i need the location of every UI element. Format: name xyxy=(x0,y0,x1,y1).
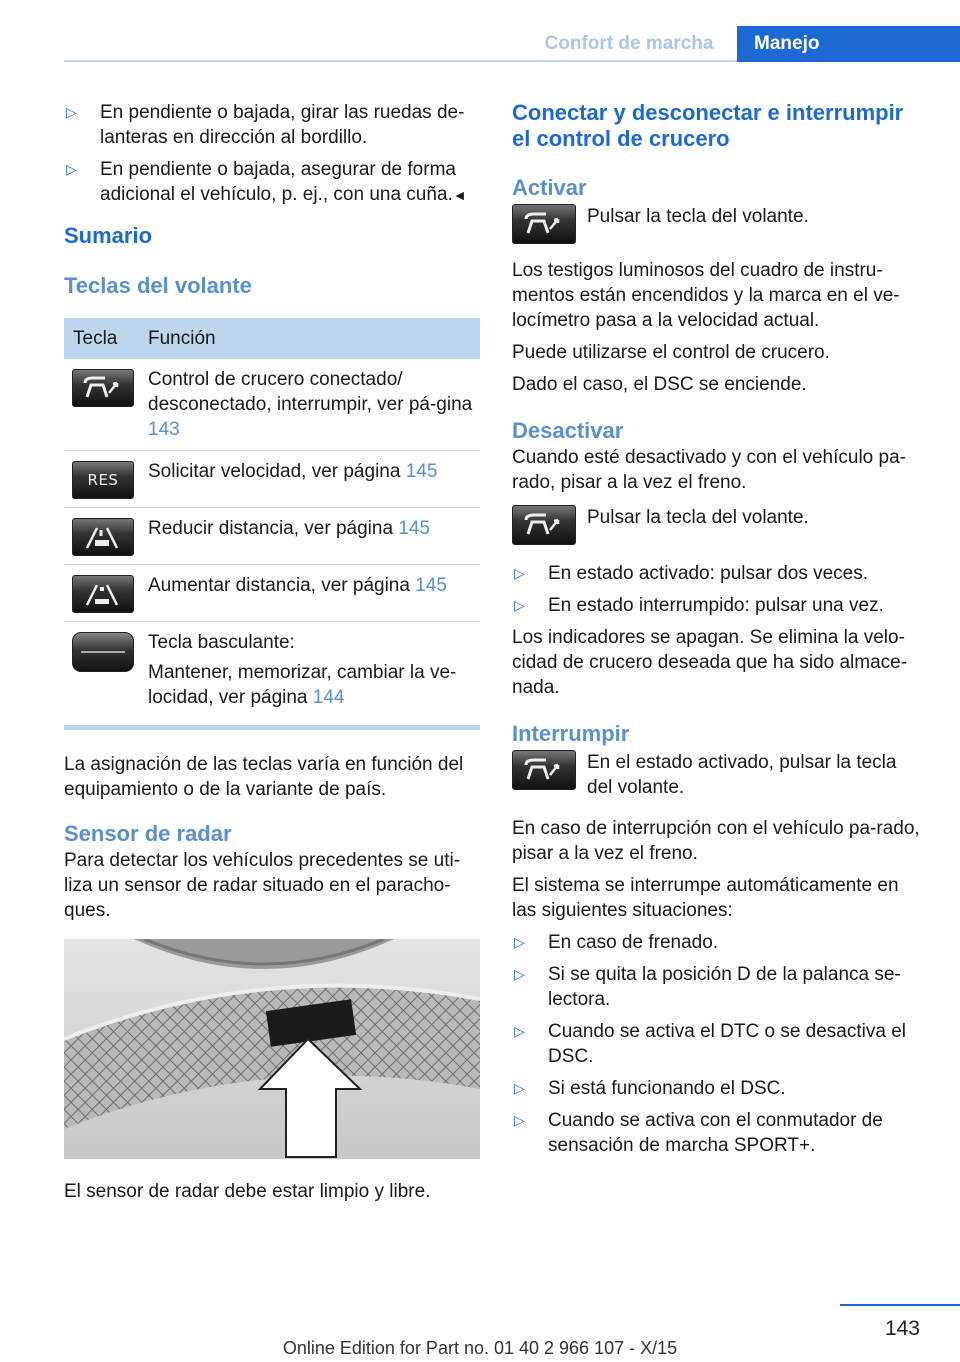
cruise-control-icon xyxy=(512,750,576,790)
cruise-control-icon xyxy=(512,505,576,545)
header-section-title: Confort de marcha xyxy=(544,33,714,54)
triangle-bullet-icon: ▷ xyxy=(66,161,77,177)
section-heading-cruise: Conectar y desconectar e interrumpir el control de crucero xyxy=(512,100,904,151)
subheading-interrumpir: Interrumpir xyxy=(512,721,630,746)
page-link[interactable]: 143 xyxy=(148,419,180,440)
triangle-bullet-icon: ▷ xyxy=(514,597,525,613)
subheading-activar: Activar xyxy=(512,175,587,200)
page-link[interactable]: 145 xyxy=(405,461,438,482)
cruise-control-icon xyxy=(512,204,576,244)
header-chapter-tab: Manejo xyxy=(737,26,960,62)
table-header xyxy=(64,318,480,358)
radar-text: Para detectar los vehículos precedentes se uti-liza un sensor de radar situado en el paracho-ques. xyxy=(64,850,461,921)
end-mark-icon: ◄ xyxy=(452,187,467,203)
triangle-bullet-icon: ▷ xyxy=(66,104,77,120)
triangle-bullet-icon: ▷ xyxy=(514,934,525,950)
radar-sensor-photo xyxy=(64,939,480,1159)
page-link[interactable]: 145 xyxy=(415,575,447,596)
desactivar-instruction: Pulsar la tecla del volante. xyxy=(587,507,809,528)
footer-rule xyxy=(840,1304,960,1306)
paragraph: Los testigos luminosos del cuadro de instru-mentos están encendidos y la marca en el ve-locímetro pasa a la velocidad actual. xyxy=(512,260,900,331)
triangle-bullet-icon: ▷ xyxy=(514,565,525,581)
subheading-radar: Sensor de radar xyxy=(64,821,232,846)
triangle-bullet-icon: ▷ xyxy=(514,966,525,982)
res-key-icon: RES xyxy=(72,461,134,499)
table-row: Aumentar distancia, ver página 145 xyxy=(64,564,480,621)
table-header-function: Función xyxy=(148,327,216,349)
list-item: ▷ En pendiente o bajada, girar las ruedas de-lanteras en dirección al bordillo. xyxy=(66,102,465,148)
cruise-control-icon xyxy=(72,369,134,407)
list-item: ▷ Si está funcionando el DSC. xyxy=(514,1078,786,1099)
subheading-desactivar: Desactivar xyxy=(512,418,624,443)
list-item: ▷ En pendiente o bajada, asegurar de forma adicional el vehículo, p. ej., con una cuña.◄ xyxy=(66,159,467,205)
rocker-switch-icon xyxy=(72,632,134,672)
subheading-teclas: Teclas del volante xyxy=(64,273,252,298)
paragraph: Dado el caso, el DSC se enciende. xyxy=(512,374,807,395)
photo-caption: El sensor de radar debe estar limpio y libre. xyxy=(64,1181,431,1202)
left-column xyxy=(64,100,480,1211)
list-item: ▷ Si se quita la posición D de la palanca se-lectora. xyxy=(514,964,901,1010)
table-row: Reducir distancia, ver página 145 xyxy=(64,507,480,564)
triangle-bullet-icon: ▷ xyxy=(514,1023,525,1039)
right-column xyxy=(512,100,924,1165)
activar-instruction: Pulsar la tecla del volante. xyxy=(587,206,809,227)
reduce-distance-icon xyxy=(72,518,134,556)
paragraph: Puede utilizarse el control de crucero. xyxy=(512,342,830,363)
paragraph: El sistema se interrumpe automáticamente en las siguientes situaciones: xyxy=(512,875,899,921)
paragraph: En caso de interrupción con el vehículo pa-rado, pisar a la vez el freno. xyxy=(512,818,920,864)
page-link[interactable]: 145 xyxy=(398,518,431,539)
list-item: ▷ En caso de frenado. xyxy=(514,932,719,953)
table-row: RES Solicitar velocidad, ver página 145 xyxy=(64,450,480,507)
edition-line: Online Edition for Part no. 01 40 2 966 107 - X/15 xyxy=(282,1338,678,1358)
increase-distance-icon xyxy=(72,575,134,613)
page-link[interactable]: 144 xyxy=(312,687,345,708)
list-item: ▷ En estado interrumpido: pulsar una vez. xyxy=(514,595,884,616)
paragraph: Cuando esté desactivado y con el vehículo pa-rado, pisar a la vez el freno. xyxy=(512,447,906,493)
triangle-bullet-icon: ▷ xyxy=(514,1112,525,1128)
page-number: 143 xyxy=(884,1317,920,1340)
section-heading-sumario: Sumario xyxy=(64,223,153,248)
interrumpir-instruction: En el estado activado, pulsar la tecla del volante. xyxy=(587,752,897,798)
keys-note: La asignación de las teclas varía en función del equipamiento o de la variante de país. xyxy=(64,754,464,800)
table-row: Control de crucero conectado/ desconectado, interrumpir, ver pá-gina 143 xyxy=(64,358,480,450)
list-item: ▷ Cuando se activa con el conmutador de sensación de marcha SPORT+. xyxy=(514,1110,883,1156)
triangle-bullet-icon: ▷ xyxy=(514,1080,525,1096)
table-row: Tecla basculante: Mantener, memorizar, cambiar la ve-locidad, ver página 144 xyxy=(64,621,480,725)
list-item: ▷ En estado activado: pulsar dos veces. xyxy=(514,563,869,584)
table-header-key: Tecla xyxy=(73,327,118,349)
list-item: ▷ Cuando se activa el DTC o se desactiva el DSC. xyxy=(514,1021,907,1067)
paragraph: Los indicadores se apagan. Se elimina la velo-cidad de crucero deseada que ha sido almace-nada. xyxy=(512,627,908,698)
steering-keys-table xyxy=(64,318,480,730)
